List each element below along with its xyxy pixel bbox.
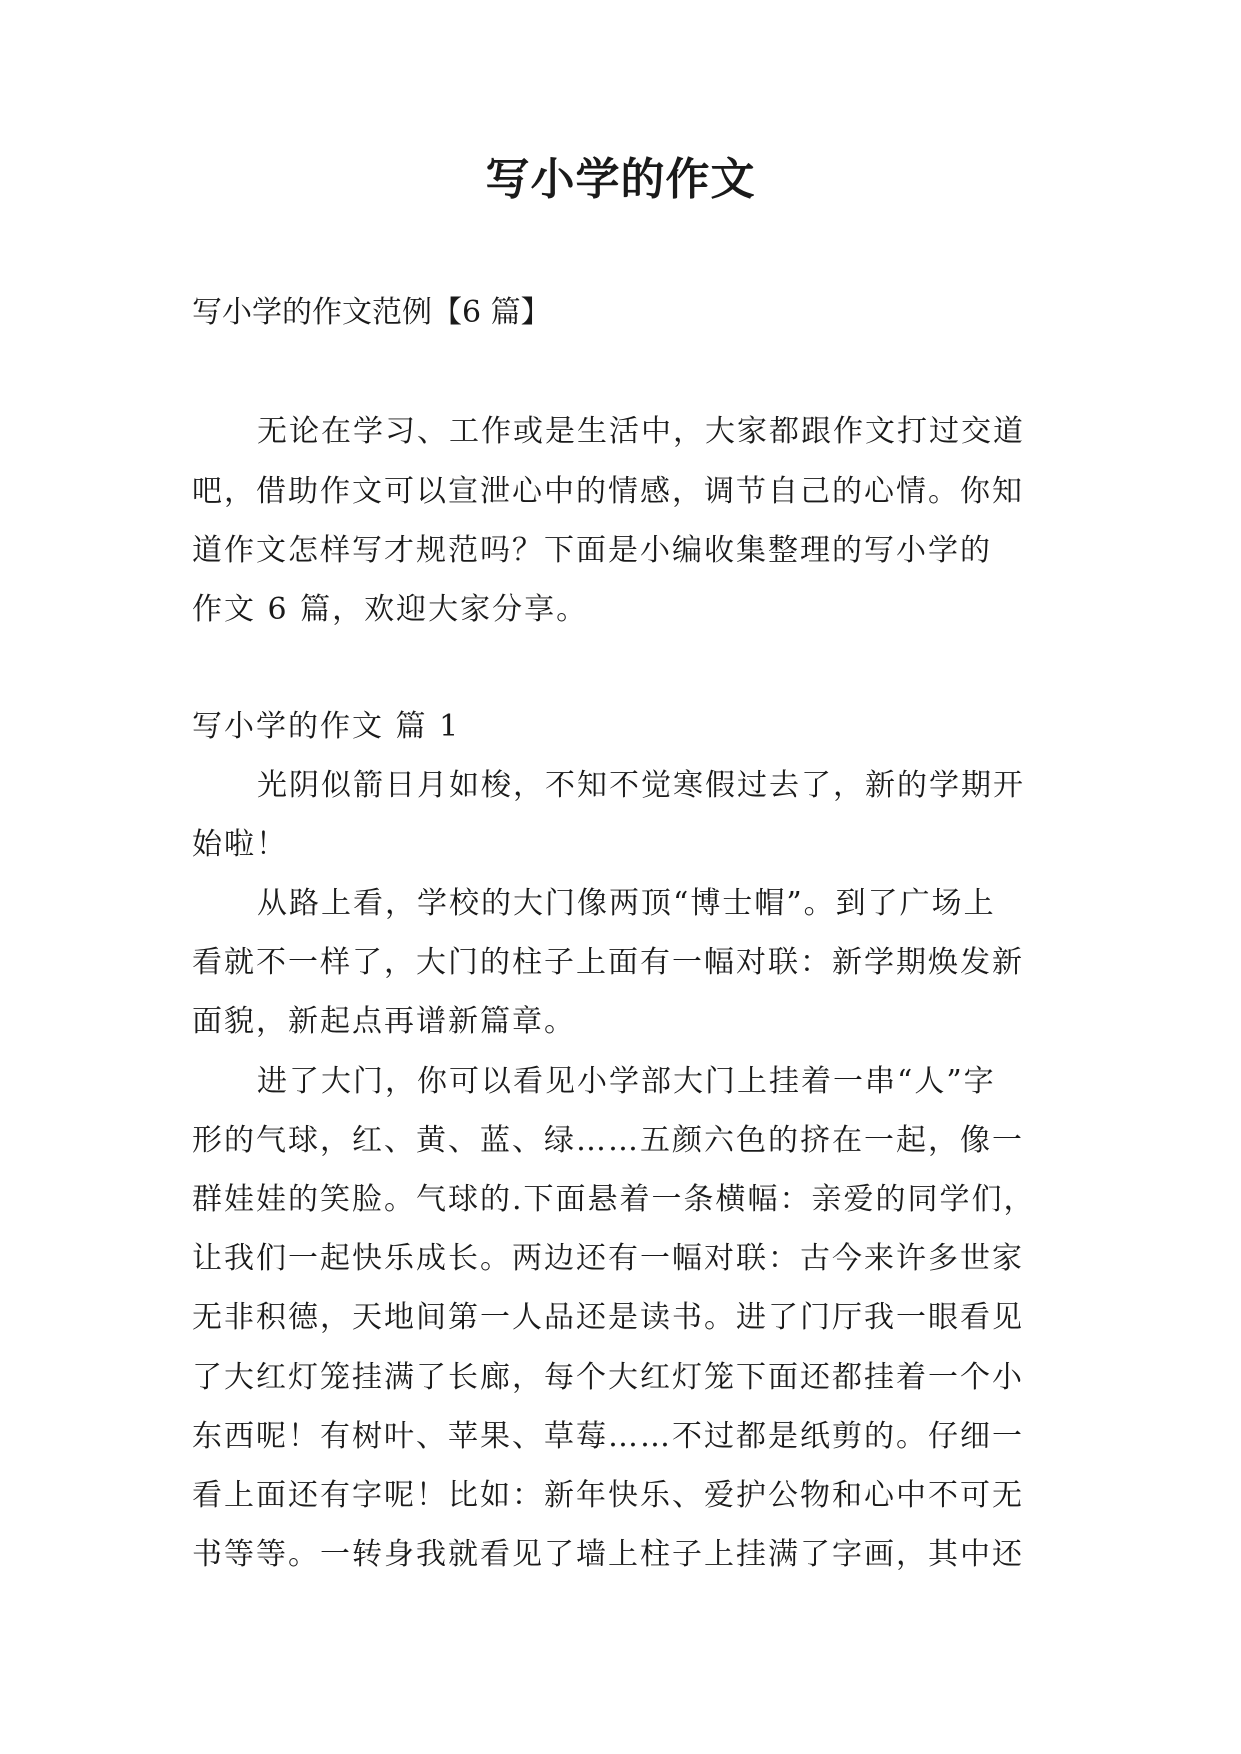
paragraph-line: 书等等。一转身我就看见了墙上柱子上挂满了字画，其中还	[192, 1537, 1024, 1572]
paragraph-line: 看上面还有字呢！比如：新年快乐、爱护公物和心中不可无	[192, 1478, 1024, 1513]
document-subtitle: 写小学的作文范例【6 篇】	[192, 295, 551, 330]
paragraph-line: 形的气球，红、黄、蓝、绿……五颜六色的挤在一起，像一	[192, 1123, 1024, 1158]
section-heading-1: 写小学的作文 篇 1	[192, 709, 461, 744]
paragraph-line: 始啦！	[192, 827, 288, 862]
intro-line-4: 作文 6 篇，欢迎大家分享。	[192, 592, 589, 627]
paragraph-line: 东西呢！有树叶、苹果、草莓……不过都是纸剪的。仔细一	[192, 1419, 1024, 1454]
paragraph-line: 让我们一起快乐成长。两边还有一幅对联：古今来许多世家	[192, 1241, 1024, 1276]
paragraph-line: 了大红灯笼挂满了长廊，每个大红灯笼下面还都挂着一个小	[192, 1360, 1024, 1395]
document-title: 写小学的作文	[485, 154, 756, 205]
paragraph-line: 从路上看，学校的大门像两顶“博士帽”。到了广场上	[257, 886, 996, 921]
intro-line-1: 无论在学习、工作或是生活中，大家都跟作文打过交道	[257, 414, 1025, 449]
paragraph-line: 看就不一样了，大门的柱子上面有一幅对联：新学期焕发新	[192, 945, 1024, 980]
paragraph-line: 光阴似箭日月如梭，不知不觉寒假过去了，新的学期开	[257, 768, 1025, 803]
paragraph-line: 面貌，新起点再谱新篇章。	[192, 1004, 576, 1039]
paragraph-line: 群娃娃的笑脸。气球的.下面悬着一条横幅：亲爱的同学们，	[192, 1182, 1036, 1217]
paragraph-line: 进了大门，你可以看见小学部大门上挂着一串“人”字	[257, 1064, 996, 1099]
paragraph-line: 无非积德，天地间第一人品还是读书。进了门厅我一眼看见	[192, 1300, 1024, 1335]
intro-line-2: 吧，借助作文可以宣泄心中的情感，调节自己的心情。你知	[192, 474, 1024, 509]
intro-line-3: 道作文怎样写才规范吗？下面是小编收集整理的写小学的	[192, 533, 992, 568]
